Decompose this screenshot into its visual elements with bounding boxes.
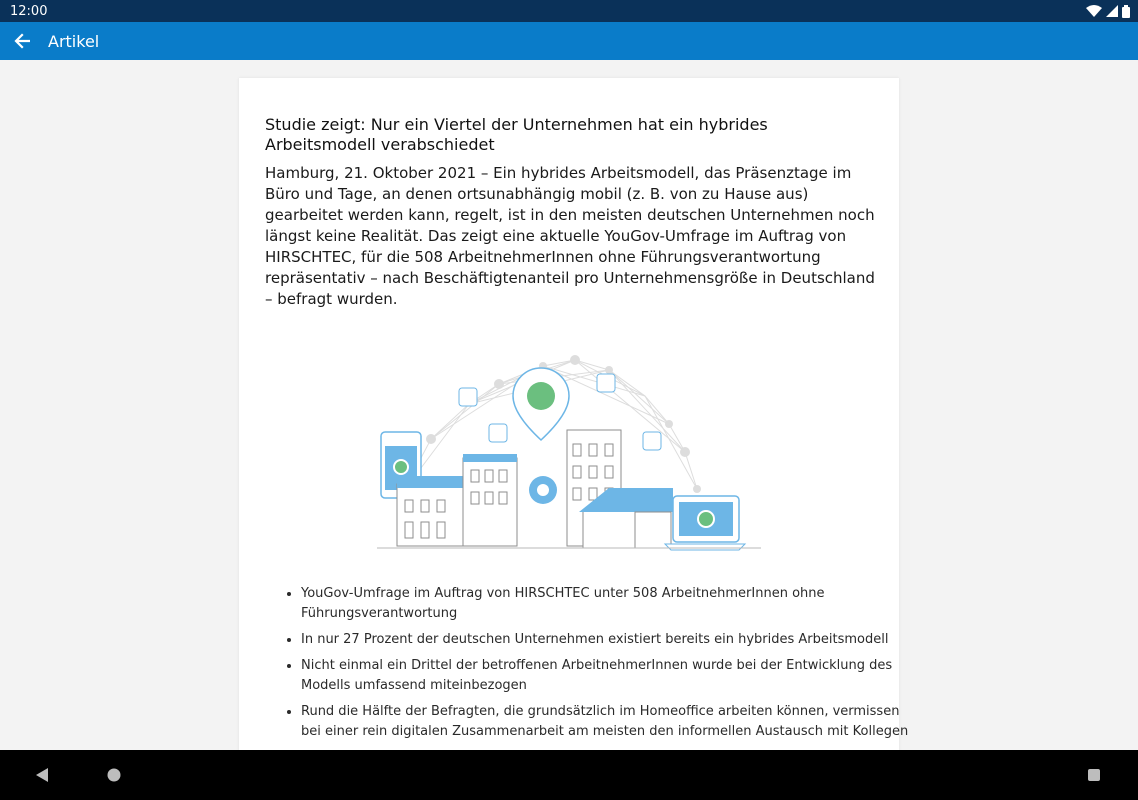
square-recents-icon xyxy=(1086,767,1102,783)
circle-home-icon xyxy=(106,767,122,783)
nav-home-button[interactable] xyxy=(102,765,126,785)
app-bar xyxy=(0,22,1138,60)
article-scroll-area[interactable] xyxy=(0,60,1138,750)
list-item: • Rund die Hälfte der Befragten, die grundsätzlich im Homeoffice arbeiten können, vermissen bei einer rein digitalen Zusammenarbeit am meisten den informellen Austausch mit Kollegen xyxy=(301,702,911,742)
status-icons xyxy=(1086,5,1130,18)
article-intro: Hamburg, 21. Oktober 2021 – Ein hybrides Arbeitsmodell, das Präsenztage im Büro und Tage, an denen ortsunabhängig mobil (z. B. von zu Hause aus) gearbeitet werden kann, regelt, ist in den meisten deutschen Unternehmen noch längst keine Realität. Das zeigt eine aktuelle YouGov-Umfrage im Auftrag von HIRSCHTEC, für die 508 ArbeitnehmerInnen ohne Führungsverantwortung repräsentativ – nach Beschäftigtenanteil pro Unternehmensgröße in Deutschland – befragt wurden. xyxy=(265,164,875,308)
back-button[interactable] xyxy=(0,22,44,60)
navigation-bar xyxy=(0,750,1138,800)
article-headline: Studie zeigt: Nur ein Viertel der Unternehmen hat ein hybrides Arbeitsmodell verabschiedet xyxy=(265,115,768,154)
article-card xyxy=(239,78,909,750)
list-item: • In nur 27 Prozent der deutschen Unternehmen existiert bereits ein hybrides Arbeitsmodell xyxy=(301,630,911,650)
status-bar xyxy=(0,0,1138,22)
nav-recents-button[interactable] xyxy=(1082,765,1106,785)
signal-icon xyxy=(1106,5,1118,17)
list-item: • YouGov-Umfrage im Auftrag von HIRSCHTEC unter 508 ArbeitnehmerInnen ohne Führungsverantwortung xyxy=(301,584,911,624)
app-bar-title: Artikel xyxy=(48,31,100,51)
key-points-list xyxy=(265,584,911,748)
battery-icon xyxy=(1122,5,1130,18)
nav-back-button[interactable] xyxy=(30,765,54,785)
triangle-back-icon xyxy=(34,767,50,783)
arrow-left-icon xyxy=(14,33,30,49)
list-item: • Nicht einmal ein Drittel der betroffenen ArbeitnehmerInnen wurde bei der Entwicklung des Modells umfassend miteinbezogen xyxy=(301,656,911,696)
hybrid-work-illustration xyxy=(373,344,765,558)
wifi-icon xyxy=(1086,5,1102,17)
status-time: 12:00 xyxy=(10,3,48,19)
